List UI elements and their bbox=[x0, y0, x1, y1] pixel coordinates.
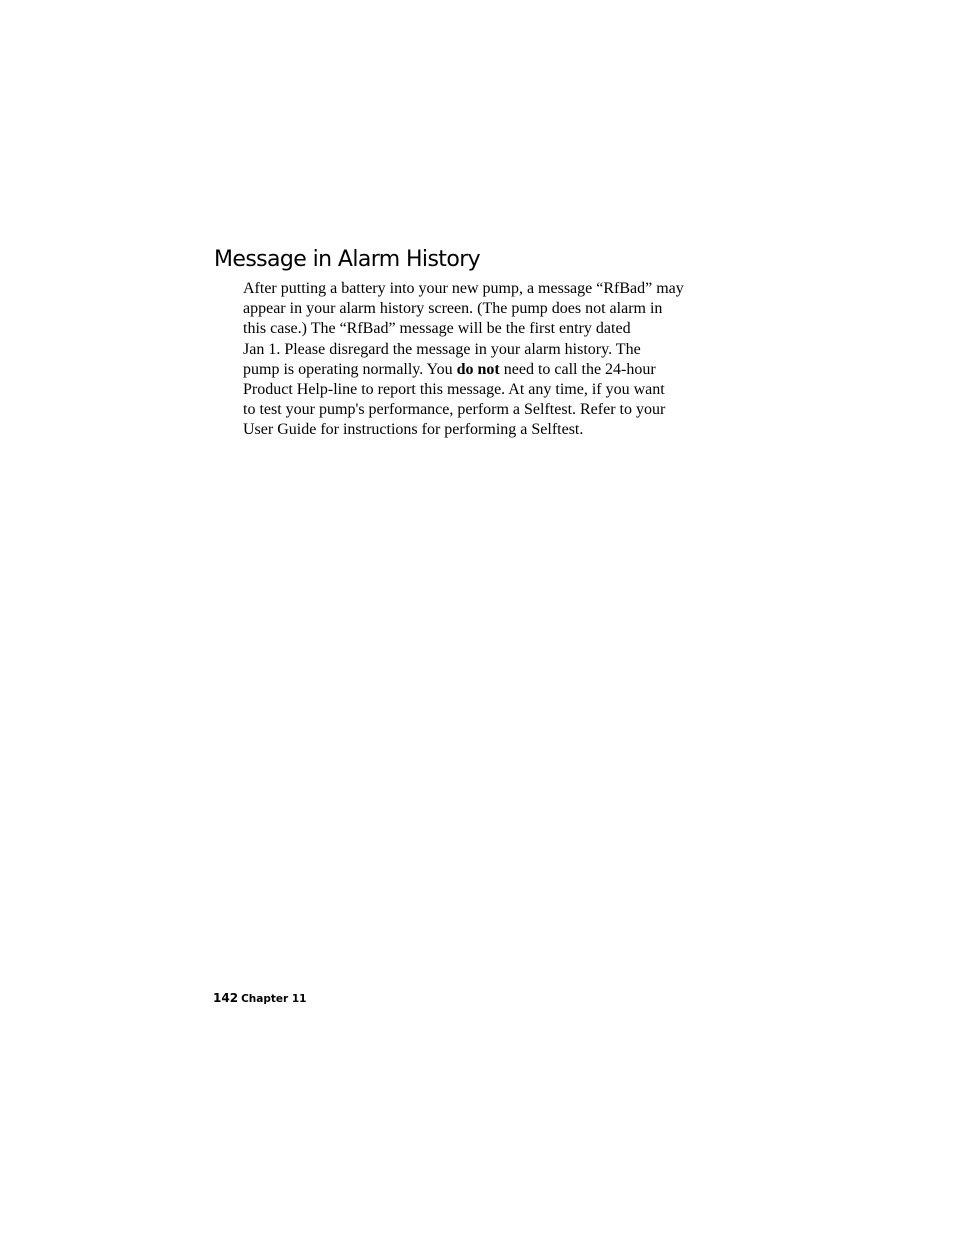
chapter-label: Chapter 11 bbox=[241, 993, 307, 1005]
body-paragraph bbox=[243, 279, 721, 441]
paragraph-line: Jan 1. Please disregard the message in your alarm history. The bbox=[243, 340, 641, 358]
paragraph-line: Product Help-line to report this message. At any time, if you want bbox=[243, 381, 665, 399]
paragraph-line: to test your pump's performance, perform a Selftest. Refer to your bbox=[243, 401, 666, 419]
page-footer bbox=[213, 989, 306, 1007]
paragraph-line bbox=[243, 360, 721, 380]
paragraph-line: this case.) The “RfBad” message will be the first entry dated bbox=[243, 320, 631, 338]
line-text-after-emphasis: need to call the 24-hour bbox=[499, 360, 656, 378]
paragraph-line: After putting a battery into your new pump, a message “RfBad” may bbox=[243, 280, 684, 297]
line-text-before-emphasis: pump is operating normally. You bbox=[243, 360, 457, 378]
section-heading: Message in Alarm History bbox=[214, 247, 481, 272]
page-number: 142 bbox=[213, 991, 239, 1005]
paragraph-line: appear in your alarm history screen. (The pump does not alarm in bbox=[243, 300, 663, 318]
paragraph-line: User Guide for instructions for performing a Selftest. bbox=[243, 421, 584, 439]
emphasis-do-not: do not bbox=[456, 360, 500, 378]
